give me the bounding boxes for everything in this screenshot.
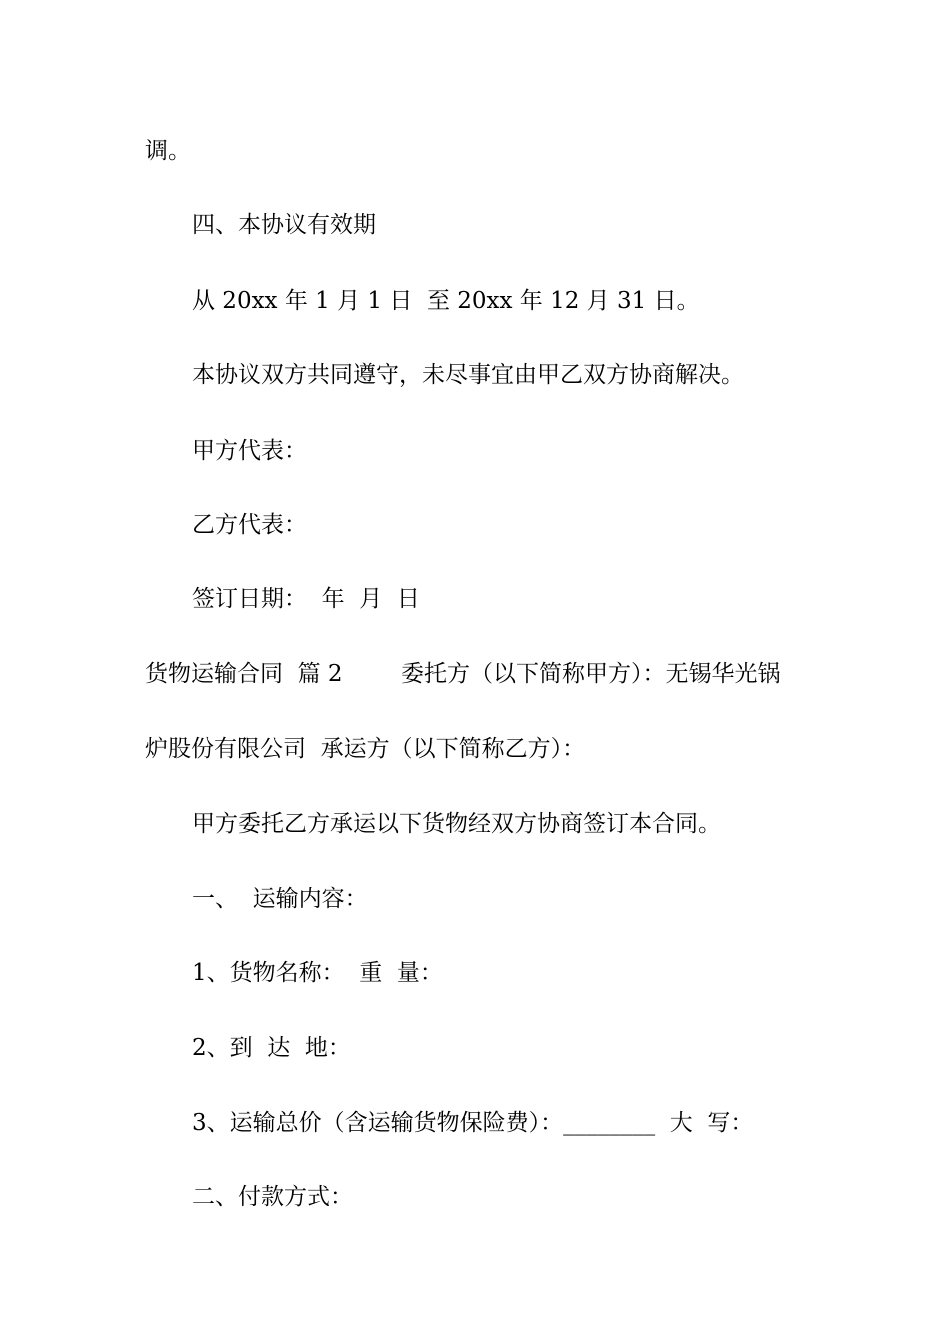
section-heading-validity: 四、本协议有效期 [192, 212, 376, 238]
section-heading-transport: 一、 运输内容： [192, 886, 368, 912]
contract-title-part2: 货物运输合同 篇 2 委托方（以下简称甲方）：无锡华光锅 [145, 661, 781, 687]
party-b-representative: 乙方代表： [192, 512, 307, 538]
party-a-representative: 甲方代表： [192, 438, 307, 464]
signing-date: 签订日期： 年 月 日 [192, 586, 420, 612]
agreement-note-text: 本协议双方共同遵守，未尽事宜由甲乙双方协商解决。 [192, 362, 744, 388]
item-destination: 2、到 达 地： [192, 1035, 351, 1061]
validity-period-text: 从 20xx 年 1 月 1 日 至 20xx 年 12 月 31 日。 [192, 288, 700, 314]
item-total-price: 3、运输总价（含运输货物保险费）：________ 大 写： [192, 1110, 754, 1136]
item-goods-name: 1、货物名称： 重 量： [192, 960, 443, 986]
text-line-continuation: 调。 [145, 138, 191, 164]
section-heading-payment: 二、付款方式： [192, 1184, 353, 1210]
contract-intro-text: 甲方委托乙方承运以下货物经双方协商签订本合同。 [192, 811, 721, 837]
party-names-line: 炉股份有限公司 承运方（以下简称乙方）： [145, 736, 586, 762]
